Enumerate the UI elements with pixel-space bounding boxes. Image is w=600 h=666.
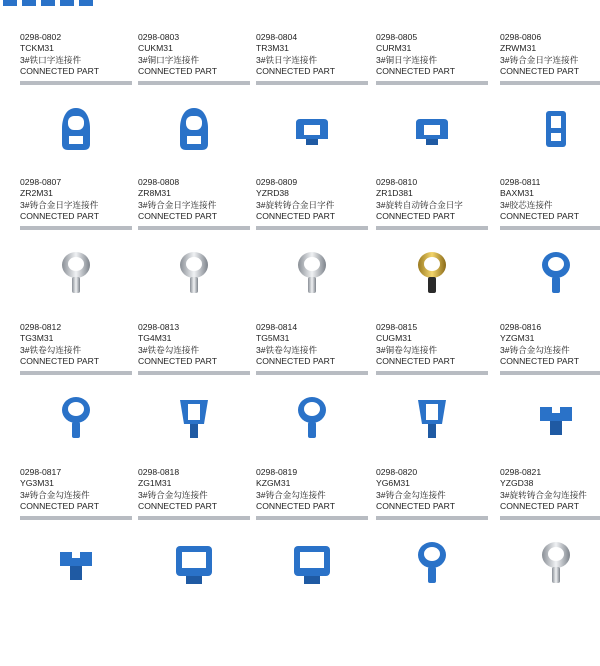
- product-model: TG4M31: [138, 333, 172, 344]
- product-info: [376, 322, 488, 367]
- product-model: ZR2M31: [20, 188, 53, 199]
- product-card: [20, 0, 132, 86]
- hook-blue-icon: [58, 394, 94, 449]
- swivel-hook-blue-icon: [536, 399, 576, 444]
- card-divider: [500, 371, 600, 375]
- product-info: [376, 177, 488, 222]
- product-name-en: CONNECTED PART: [256, 355, 335, 366]
- brand-mark: [3, 0, 17, 6]
- hook-square-blue-icon: [414, 394, 450, 449]
- product-code: 0298-0814: [256, 322, 298, 332]
- card-divider: [376, 371, 488, 375]
- product-info: [20, 177, 132, 222]
- product-image: [376, 526, 488, 606]
- product-model: YG3M31: [20, 478, 54, 489]
- product-card: [138, 91, 250, 231]
- card-divider: [500, 226, 600, 230]
- product-card: [376, 91, 488, 231]
- product-name-en: CONNECTED PART: [500, 500, 579, 511]
- product-info: [20, 467, 132, 512]
- product-card: [500, 236, 600, 376]
- product-name-en: CONNECTED PART: [20, 355, 99, 366]
- hook-chrome-icon: [294, 249, 330, 304]
- product-image: [138, 526, 250, 606]
- product-info: [256, 177, 368, 222]
- hook-blue-icon: [538, 249, 574, 304]
- product-name-cn: 3#铸合金勾连接件: [376, 489, 446, 500]
- product-code: 0298-0802: [20, 32, 62, 42]
- product-name-en: CONNECTED PART: [138, 210, 217, 221]
- product-card: [256, 526, 368, 666]
- product-card: [500, 381, 600, 521]
- product-image: [256, 91, 368, 171]
- product-info: [138, 177, 250, 222]
- product-name-en: CONNECTED PART: [256, 65, 335, 76]
- product-name-en: CONNECTED PART: [256, 210, 335, 221]
- product-info: [500, 177, 600, 222]
- product-name-en: CONNECTED PART: [376, 210, 455, 221]
- card-divider: [376, 516, 488, 520]
- product-card: [500, 91, 600, 231]
- product-card: [256, 236, 368, 376]
- hook-chrome-icon: [538, 539, 574, 594]
- hook-blue-icon: [294, 394, 330, 449]
- product-card: [256, 381, 368, 521]
- product-name-cn: 3#旋转铸合金勾连接件: [500, 489, 587, 500]
- product-info: [138, 32, 250, 77]
- product-model: YZGM31: [500, 333, 535, 344]
- product-model: TCKM31: [20, 43, 54, 54]
- product-info: [20, 32, 132, 77]
- product-image: [376, 381, 488, 461]
- product-image: [138, 381, 250, 461]
- product-model: CURM31: [376, 43, 412, 54]
- swivel-hook-blue-icon: [56, 544, 96, 589]
- product-info: [138, 322, 250, 367]
- product-model: ZG1M31: [138, 478, 172, 489]
- product-model: TR3M31: [256, 43, 289, 54]
- d-ring-blue-icon: [56, 104, 96, 159]
- product-info: [500, 322, 600, 367]
- product-name-cn: 3#铜卷勾连接件: [376, 344, 438, 355]
- card-divider: [138, 81, 250, 85]
- product-model: ZR1D381: [376, 188, 413, 199]
- product-model: KZGM31: [256, 478, 291, 489]
- product-code: 0298-0811: [500, 177, 541, 187]
- product-card: [376, 526, 488, 666]
- d-ring-small-blue-icon: [174, 104, 214, 159]
- hook-chrome-icon: [58, 249, 94, 304]
- product-code: 0298-0806: [500, 32, 542, 42]
- product-name-en: CONNECTED PART: [376, 500, 455, 511]
- product-card: [20, 381, 132, 521]
- card-divider: [20, 516, 132, 520]
- card-divider: [256, 226, 368, 230]
- product-card: [20, 236, 132, 376]
- card-divider: [20, 371, 132, 375]
- swivel-auto-ring-blue-icon: [412, 109, 452, 154]
- product-image: [376, 91, 488, 171]
- product-image: [500, 91, 600, 171]
- product-name-cn: 3#铁卷勾连接件: [256, 344, 318, 355]
- product-image: [20, 236, 132, 316]
- product-code: 0298-0807: [20, 177, 62, 187]
- product-model: BAXM31: [500, 188, 534, 199]
- product-name-en: CONNECTED PART: [500, 210, 579, 221]
- product-model: YG6M31: [376, 478, 410, 489]
- hook-chrome-icon: [176, 249, 212, 304]
- product-model: CUGM31: [376, 333, 412, 344]
- card-divider: [256, 516, 368, 520]
- product-card: [20, 91, 132, 231]
- card-divider: [138, 226, 250, 230]
- product-card: [500, 0, 600, 86]
- product-card: [256, 91, 368, 231]
- product-code: 0298-0812: [20, 322, 62, 332]
- product-code: 0298-0803: [138, 32, 180, 42]
- product-image: [376, 236, 488, 316]
- product-image: [20, 91, 132, 171]
- product-image: [256, 526, 368, 606]
- product-code: 0298-0810: [376, 177, 418, 187]
- card-divider: [138, 516, 250, 520]
- hook-chrome-blue-icon: [414, 539, 450, 594]
- product-name-cn: 3#旋转自动铸合金日字: [376, 199, 463, 210]
- product-card: [376, 381, 488, 521]
- product-name-en: CONNECTED PART: [20, 210, 99, 221]
- card-divider: [20, 226, 132, 230]
- product-name-cn: 3#胶芯连接件: [500, 199, 553, 210]
- product-name-cn: 3#铸合金勾连接件: [20, 489, 90, 500]
- product-image: [500, 381, 600, 461]
- card-divider: [256, 371, 368, 375]
- product-name-cn: 3#铸合金勾连接件: [138, 489, 208, 500]
- product-card: [138, 381, 250, 521]
- card-divider: [20, 81, 132, 85]
- product-model: YZRD38: [256, 188, 289, 199]
- product-name-en: CONNECTED PART: [138, 500, 217, 511]
- product-image: [256, 381, 368, 461]
- product-card: [138, 0, 250, 86]
- product-card: [138, 236, 250, 376]
- product-card: [20, 526, 132, 666]
- product-name-cn: 3#铁日字连接件: [256, 54, 318, 65]
- product-name-en: CONNECTED PART: [256, 500, 335, 511]
- product-name-cn: 3#旋转铸合金日字件: [256, 199, 335, 210]
- product-info: [138, 467, 250, 512]
- box-hook-blue-icon: [290, 540, 334, 593]
- product-code: 0298-0809: [256, 177, 298, 187]
- product-code: 0298-0816: [500, 322, 542, 332]
- product-model: ZR8M31: [138, 188, 171, 199]
- card-divider: [500, 81, 600, 85]
- product-name-cn: 3#铸合金日字连接件: [20, 199, 99, 210]
- product-info: [500, 32, 600, 77]
- product-name-en: CONNECTED PART: [376, 65, 455, 76]
- product-name-en: CONNECTED PART: [138, 65, 217, 76]
- product-code: 0298-0821: [500, 467, 542, 477]
- product-name-cn: 3#铸合金日字连接件: [138, 199, 217, 210]
- product-info: [500, 467, 600, 512]
- product-card: [500, 526, 600, 666]
- product-name-cn: 3#铸合金勾连接件: [500, 344, 570, 355]
- product-name-en: CONNECTED PART: [376, 355, 455, 366]
- product-model: TG5M31: [256, 333, 290, 344]
- product-card: [138, 526, 250, 666]
- product-image: [500, 236, 600, 316]
- product-model: TG3M31: [20, 333, 54, 344]
- product-name-cn: 3#铁卷勾连接件: [20, 344, 82, 355]
- product-model: YZGD38: [500, 478, 534, 489]
- rectangle-connector-blue-icon: [542, 107, 570, 156]
- product-name-cn: 3#铁卷勾连接件: [138, 344, 200, 355]
- hook-square-blue-icon: [176, 394, 212, 449]
- product-card: [256, 0, 368, 86]
- product-code: 0298-0805: [376, 32, 418, 42]
- product-code: 0298-0804: [256, 32, 298, 42]
- product-name-cn: 3#铸合金勾连接件: [256, 489, 326, 500]
- product-name-en: CONNECTED PART: [20, 65, 99, 76]
- product-info: [256, 322, 368, 367]
- product-code: 0298-0808: [138, 177, 180, 187]
- product-code: 0298-0813: [138, 322, 180, 332]
- product-code: 0298-0820: [376, 467, 418, 477]
- product-name-cn: 3#铜口字连接件: [138, 54, 200, 65]
- product-name-cn: 3#铸合金日字连接件: [500, 54, 579, 65]
- product-name-cn: 3#铜日字连接件: [376, 54, 438, 65]
- product-image: [138, 91, 250, 171]
- product-image: [256, 236, 368, 316]
- hook-gold-icon: [414, 249, 450, 304]
- card-divider: [376, 226, 488, 230]
- product-card: [376, 236, 488, 376]
- box-hook-blue-icon: [172, 540, 216, 593]
- card-divider: [500, 516, 600, 520]
- product-name-en: CONNECTED PART: [500, 65, 579, 76]
- product-name-en: CONNECTED PART: [138, 355, 217, 366]
- card-divider: [376, 81, 488, 85]
- product-code: 0298-0818: [138, 467, 180, 477]
- product-info: [20, 322, 132, 367]
- product-model: CUKM31: [138, 43, 173, 54]
- product-info: [256, 467, 368, 512]
- product-card: [376, 0, 488, 86]
- product-name-en: CONNECTED PART: [500, 355, 579, 366]
- product-name-cn: 3#铁口字连接件: [20, 54, 82, 65]
- product-image: [20, 381, 132, 461]
- card-divider: [256, 81, 368, 85]
- product-info: [376, 467, 488, 512]
- product-image: [500, 526, 600, 606]
- product-code: 0298-0817: [20, 467, 62, 477]
- product-image: [138, 236, 250, 316]
- product-info: [376, 32, 488, 77]
- product-code: 0298-0819: [256, 467, 298, 477]
- product-name-en: CONNECTED PART: [20, 500, 99, 511]
- product-info: [256, 32, 368, 77]
- card-divider: [138, 371, 250, 375]
- product-image: [20, 526, 132, 606]
- product-code: 0298-0815: [376, 322, 418, 332]
- product-model: ZRWM31: [500, 43, 537, 54]
- swivel-ring-blue-icon: [292, 109, 332, 154]
